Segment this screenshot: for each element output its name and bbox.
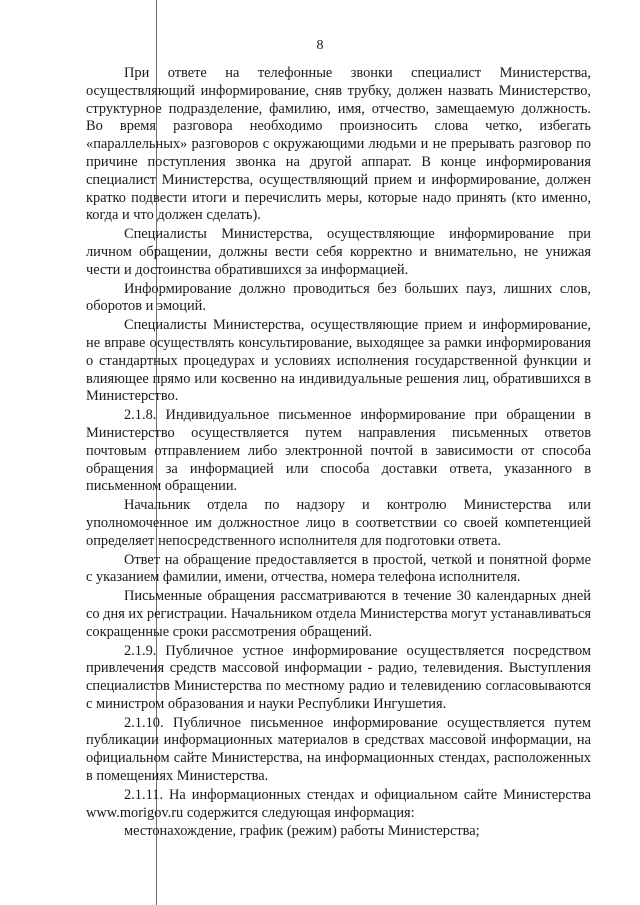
paragraph: 2.1.10. Публичное письменное информирование осуществляется путем публикации информационных материалов в средствах массовой информации, на официальном сайте Министерства, на информационных стендах, расположенных в помещениях Министерства. bbox=[86, 714, 591, 785]
paragraph: 2.1.11. На информационных стендах и официальном сайте Министерства www.morigov.ru содержится следующая информация: bbox=[86, 786, 591, 821]
paragraph: При ответе на телефонные звонки специалист Министерства, осуществляющий информирование, сняв трубку, должен назвать Министерство, структурное подразделение, фамилию, имя, отчество, замещаемую должность. Во время разговора необходимо произносить слова четко, избегать «параллельных» разговоров с окружающими людьми и не прерывать разговор по причине поступления звонка на другой аппарат. В конце информирования специалист Министерства, осуществляющий прием и информирование, должен кратко подвести итоги и перечислить меры, которые надо принять (кто именно, когда и что должен сделать). bbox=[86, 65, 591, 224]
paragraph: Письменные обращения рассматриваются в течение 30 календарных дней со дня их регистрации. Начальником отдела Министерства могут устанавливаться сокращенные сроки рассмотрения обращений. bbox=[86, 588, 591, 640]
paragraph: Специалисты Министерства, осуществляющие информирование при личном обращении, должны вести себя корректно и внимательно, не унижая чести и достоинства обратившихся за информацией. bbox=[86, 226, 591, 278]
paragraph: Начальник отдела по надзору и контролю Министерства или уполномоченное им должностное лицо в соответствии со своей компетенцией определяет непосредственного исполнителя для подготовки ответа. bbox=[86, 497, 591, 549]
paragraph: 2.1.8. Индивидуальное письменное информирование при обращении в Министерство осуществляется путем направления письменных ответов почтовым отправлением либо электронной почтой в зависимости от способа обращения за информацией или способа доставки ответа, указанного в письменном обращении. bbox=[86, 407, 591, 495]
paragraph: местонахождение, график (режим) работы Министерства; bbox=[124, 823, 480, 840]
paragraph: Ответ на обращение предоставляется в простой, четкой и понятной форме с указанием фамилии, имени, отчества, номера телефона исполнителя. bbox=[86, 551, 591, 586]
paragraph: Специалисты Министерства, осуществляющие прием и информирование, не вправе осуществлять консультирование, выходящее за рамки информирования о стандартных процедурах и условиях исполнения государственной функции и влияющее прямо или косвенно на индивидуальные решения лиц, обратившихся в Министерство. bbox=[86, 317, 591, 405]
page-number: 8 bbox=[316, 38, 324, 53]
paragraph: Информирование должно проводиться без больших пауз, лишних слов, оборотов и эмоций. bbox=[86, 280, 591, 315]
paragraph: 2.1.9. Публичное устное информирование осуществляется посредством привлечения средств массовой информации - радио, телевидения. Выступления специалистов Министерства по местному радио и телевидению согласовываются с министром образования и науки Республики Ингушетия. bbox=[86, 642, 591, 712]
document-body bbox=[86, 65, 591, 842]
